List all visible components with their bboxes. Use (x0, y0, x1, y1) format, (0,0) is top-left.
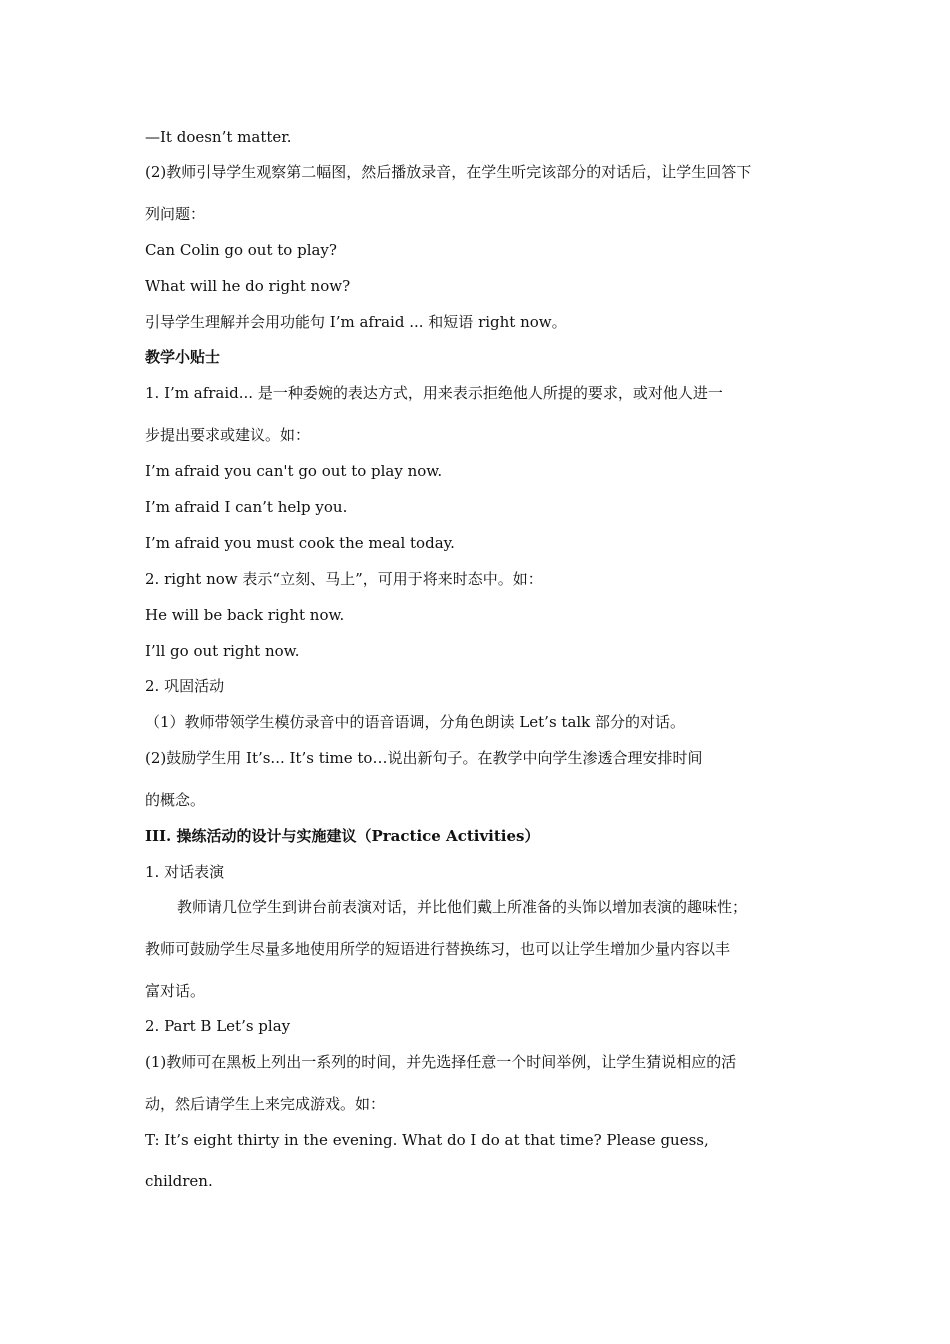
section-heading: 教学小贴士 (145, 348, 221, 366)
subsection-heading: 2. 巩固活动 (145, 677, 225, 695)
example-line: I’ll go out right now. (145, 642, 300, 660)
paragraph-line: 教师可鼓励学生尽量多地使用所学的短语进行替换练习，也可以让学生增加少量内容以丰 (145, 940, 731, 958)
dialogue-line: —It doesn’t matter. (145, 128, 292, 146)
subsection-heading: 2. Part B Let’s play (145, 1017, 291, 1035)
example-line: He will be back right now. (145, 606, 345, 624)
paragraph-line: （1）教师带领学生模仿录音中的语音语调，分角色朗读 Let’s talk 部分的对话。 (145, 713, 686, 731)
dialogue-line: T: It’s eight thirty in the evening. What do I do at that time? Please guess, (145, 1131, 709, 1149)
tip-line: 步提出要求或建议。如： (145, 426, 311, 444)
example-line: I’m afraid you can't go out to play now. (145, 462, 443, 480)
section-heading: III. 操练活动的设计与实施建议（Practice Activities） (145, 827, 540, 845)
paragraph-line: (2)鼓励学生用 It’s... It’s time to…说出新句子。在教学中向学生渗透合理安排时间 (145, 749, 703, 767)
paragraph-line: 动，然后请学生上来完成游戏。如： (145, 1095, 386, 1113)
paragraph-line: (2)教师引导学生观察第二幅图，然后播放录音，在学生听完该部分的对话后，让学生回答下 (145, 163, 752, 181)
paragraph-line: 富对话。 (145, 982, 206, 1000)
paragraph-line: 教师请几位学生到讲台前表演对话，并比他们戴上所准备的头饰以增加表演的趣味性； (177, 898, 748, 916)
paragraph-line: 引导学生理解并会用功能句 I’m afraid ... 和短语 right now。 (145, 313, 567, 331)
question-line: What will he do right now? (145, 277, 351, 295)
paragraph-line: (1)教师可在黑板上列出一系列的时间，并先选择任意一个时间举例，让学生猜说相应的活 (145, 1053, 737, 1071)
paragraph-line: 的概念。 (145, 791, 206, 809)
example-line: I’m afraid I can’t help you. (145, 498, 348, 516)
tip-line: 2. right now 表示“立刻、马上”，可用于将来时态中。如： (145, 570, 543, 588)
question-line: Can Colin go out to play? (145, 241, 337, 259)
dialogue-line: children. (145, 1172, 213, 1190)
tip-line: 1. I’m afraid... 是一种委婉的表达方式，用来表示拒绝他人所提的要求，或对他人进一 (145, 384, 723, 402)
paragraph-line: 列问题： (145, 205, 206, 223)
subsection-heading: 1. 对话表演 (145, 863, 225, 881)
example-line: I’m afraid you must cook the meal today. (145, 534, 455, 552)
